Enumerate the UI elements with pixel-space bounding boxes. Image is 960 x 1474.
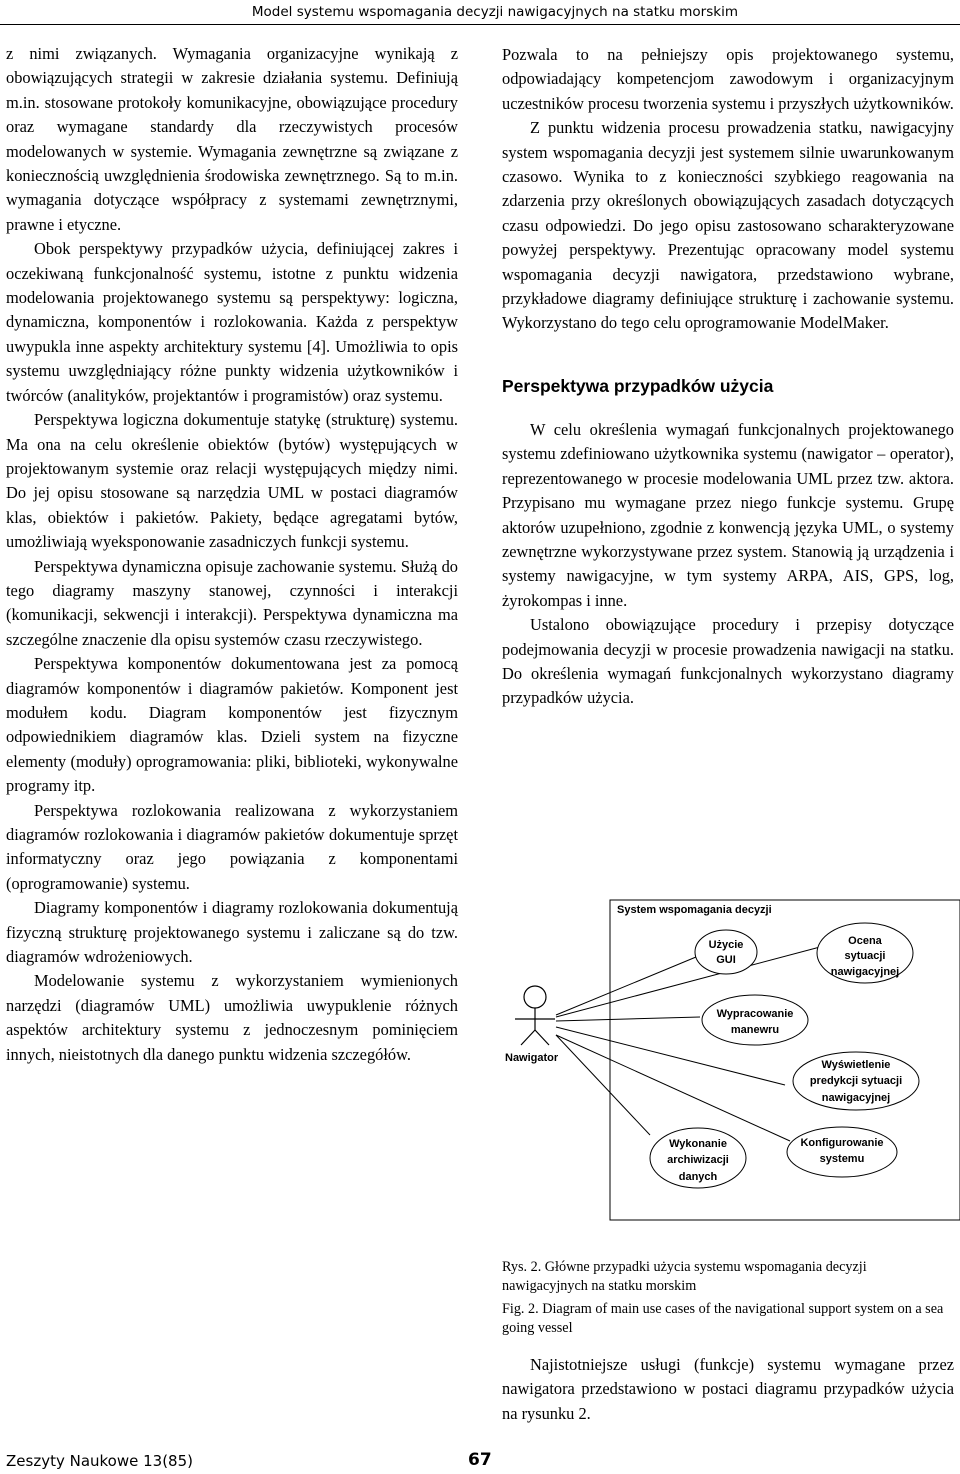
right-column-bottom [502,1353,954,1426]
figure-caption-en: Fig. 2. Diagram of main use cases of the navigational support system on a sea going vessel [502,1301,944,1337]
right-column [502,43,954,711]
paragraph: Najistotniejsze usługi (funkcje) systemu wymagane przez nawigatora przedstawiono w postaci diagramu przypadków użycia na rysunku 2. [502,1355,954,1423]
paragraph: W celu określenia wymagań funkcjonalnych projektowanego systemu zdefiniowano użytkownika systemu (nawigator – operator), reprezentowanego w procesie modelowania UML przez tzw. aktora. Przypisano mu wymagane przez niego funkcje systemu. Grupę aktorów uzupełniono, zgodnie z konwencją języka UML, o systemy zewnętrzne wykorzystywane przez system. Stanowią ją urządzenia i systemy nawigacyjne, w tym systemy ARPA, AIS, GPS, log, żyrokompas i inne. [502,419,954,610]
page-header [0,0,960,28]
paragraph: Ustalono obowiązujące procedury i przepisy dotyczące podejmowania decyzji w procesie prowadzenia nawigacji na statku. Do określenia wymagań funkcjonalnych wykorzystano diagramy przypadków użycia. [502,615,954,708]
use-case-label: manewru [730,1024,780,1036]
use-case-label: sytuacji [844,950,886,962]
page-number: 67 [468,1450,492,1470]
use-case-label: nawigacyjnej [830,966,900,978]
use-case-label: GUI [716,954,736,966]
use-case-gui [695,930,757,974]
journal-name: Zeszyty Naukowe 13(85) [6,1452,193,1470]
paragraph: z nimi związanych. Wymagania organizacyjne wynikają z obowiązujących strategii w zakresie działania systemu. Definiują m.in. stosowane protokoły komunikacyjne, obowiązujące procedury oraz wymagane standardy dla rzeczywistych procesów modelowanych w systemie. Wymagania zewnętrzne są związane z koniecznością uwzględnienia środowiska zewnętrznego. Są to m.in. wymagania dotyczące współpracy z systemami zewnętrznymi, prawne i etyczne. [6,44,458,234]
use-case-label: nawigacyjnej [821,1092,891,1104]
paragraph: Perspektywa logiczna dokumentuje statykę (strukturę) systemu. Ma ona na celu określenie obiektów (bytów) występujących w projektowanym systemie oraz relacji występujących między nimi. Do jej opisu stosowane są narzędzia UML w postaci diagramów klas, obiektów i pakietów. Pakiety, będące agregatami bytów, umożliwiają wyeksponowanie zasadniczych funkcji systemu. [6,410,458,552]
paragraph: Perspektywa komponentów dokumentowana jest za pomocą diagramów komponentów i diagramów pakietów. Komponent jest modułem kodu. Diagram komponentów jest fizycznym odpowiednikiem diagramów klas. Dzieli system na fizyczne elementy (moduły) oprogramowania: pliki, biblioteki, wykonywalne programy itp. [6,654,458,796]
paragraph: Modelowanie systemu z wykorzystaniem wymienionych narzędzi (diagramów UML) umożliwia uwypuklenie różnych aspektów architektury systemu z jednoczesnym pominięciem innych, nieistotnych dla danego punktu widzenia szczegółów. [6,971,458,1064]
header-rule [0,24,960,25]
paragraph: Diagramy komponentów i diagramy rozlokowania dokumentują fizyczną strukturę projektowanego systemu i zaliczane są do tzw. diagramów wdrożeniowych. [6,898,458,967]
use-case-diagram [500,895,960,1225]
use-case-label: danych [678,1171,718,1183]
figure-caption-pl: Rys. 2. Główne przypadki użycia systemu wspomagania decyzji nawigacyjnych na statku morskim [502,1259,867,1295]
actor-navigator [515,986,555,1045]
use-case-label: Wyświetlenie [821,1059,891,1071]
associations [556,947,820,1141]
use-case-maneuver [702,995,808,1045]
use-case-configuration [787,1127,897,1177]
section-heading: Perspektywa przypadków użycia [502,375,774,396]
use-case-label: Wypracowanie [716,1008,794,1020]
use-case-label: Konfigurowanie [800,1137,884,1149]
use-case-label: Użycie [708,939,744,951]
system-label: System wspomagania decyzji [617,904,772,916]
paragraph: Obok perspektywy przypadków użycia, definiującej zakres i oczekiwaną funkcjonalność systemu, istotne z punktu widzenia modelowania projektowanego systemu są perspektywy: logiczna, dynamiczna, komponentów i rozlokowania. Każda z perspektyw uwypukla inne aspekty architektury systemu [4]. Umożliwia to opis systemu uwzględniający różne punkty widzenia użytkowników i twórców (analityków, projektantów i programistów) oraz systemu. [6,239,458,405]
paragraph: Z punktu widzenia procesu prowadzenia statku, nawigacyjny system wspomagania decyzji jest systemem silnie uwarunkowanym czasowo. Wynika to z konieczności szybkiego reagowania na zdarzenia przy określonych obowiązujących zasadach dotyczących czasu odpowiedzi. Do jego opisu zastosowano scharakteryzowane powyżej perspektywy. Prezentując opracowany model systemu wspomagania decyzji nawigatora, przedstawiono wybrane, przykładowe diagramy definiujące strukturę i zachowanie systemu. Wykorzystano do tego celu oprogramowanie ModelMaker. [502,118,954,333]
use-case-label: archiwizacji [667,1154,729,1166]
paragraph: Perspektywa rozlokowania realizowana z wykorzystaniem diagramów rozlokowania i diagramów pakietów dokumentuje sprzęt informatyczny oraz jego powiązania z komponentami (oprogramowanie) systemu. [6,800,458,893]
use-case-label: Ocena [848,935,882,947]
use-case-label: predykcji sytuacji [809,1075,903,1087]
paragraph: Pozwala to na pełniejszy opis projektowanego systemu, odpowiadający kompetencjom zawodowym i organizacyjnym uczestników procesu tworzenia systemu i przyszłych użytkowników. [502,45,954,113]
paragraph: Perspektywa dynamiczna opisuje zachowanie systemu. Służą do tego diagramy maszyny stanowej, czynności i interakcji (komunikacji, sekwencji i interakcji). Perspektywa dynamiczna ma szczególne znaczenie dla opisu systemów czasu rzeczywistego. [6,556,458,649]
running-title: Model systemu wspomagania decyzji nawigacyjnych na statku morskim [251,4,738,20]
actor-label: Nawigator [505,1052,559,1064]
left-column [6,42,458,1067]
use-case-label: Wykonanie [669,1138,727,1150]
use-case-label: systemu [819,1153,865,1165]
